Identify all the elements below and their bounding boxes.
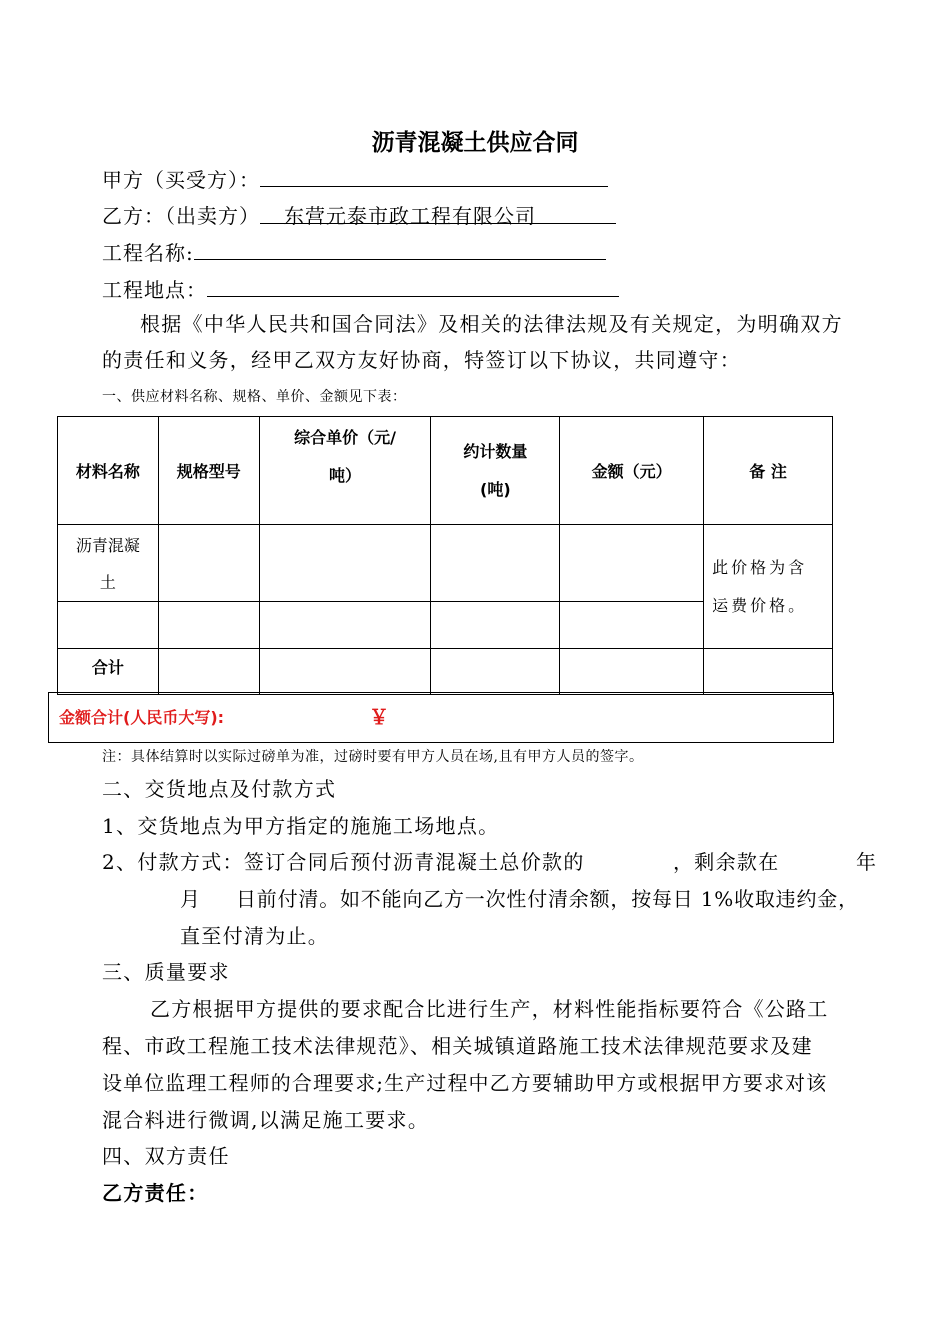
amount-total-box [48, 692, 834, 743]
party-b-line [102, 200, 616, 229]
row2-price-cell[interactable] [259, 602, 431, 649]
row1-material-cell [58, 525, 159, 602]
table-header-row [58, 417, 833, 525]
document-title: 沥青混凝土供应合同 [371, 130, 579, 156]
section-4-heading: 四、双方责任 [102, 1144, 230, 1168]
total-label-cell: 合计 [58, 649, 159, 695]
section-3-heading: 三、质量要求 [102, 960, 230, 984]
header-unit-price [259, 417, 431, 525]
amount-total-label: 金额合计(人民币大写): [59, 708, 225, 727]
party-b-label: 乙方：（出卖方） [102, 204, 260, 228]
header-quantity-line1: 约计数量 [463, 441, 528, 461]
table-row [58, 525, 833, 602]
total-remark-cell[interactable] [704, 649, 833, 695]
project-name-line [102, 237, 606, 266]
section-1-heading: 一、供应材料名称、规格、单价、金额见下表： [102, 389, 407, 405]
payment-line-1-remaining: ，剩余款在 [673, 850, 780, 874]
header-quantity-line2: (吨) [480, 479, 511, 499]
payment-line-3: 直至付清为止。 [180, 924, 330, 948]
party-b-duty-heading: 乙方责任： [102, 1181, 209, 1205]
row2-amount-cell[interactable] [560, 602, 704, 649]
quality-line-4: 混合料进行微调,以满足施工要求。 [102, 1108, 430, 1132]
section-2-heading: 二、交货地点及付款方式 [102, 777, 337, 801]
payment-line-2-month: 月 [180, 887, 202, 911]
total-price-cell[interactable] [259, 649, 431, 695]
project-location-label: 工程地点： [102, 278, 207, 302]
header-unit-price-line2: 吨） [329, 466, 362, 485]
header-remark: 备 注 [704, 417, 833, 525]
table-note: 注：具体结算时以实际过磅单为准，过磅时要有甲方人员在场,且有甲方人员的签字。 [102, 749, 644, 765]
delivery-clause: 1、交货地点为甲方指定的施施工场地点。 [102, 814, 500, 838]
header-unit-price-line1: 综合单价（元/ [294, 428, 396, 447]
party-b-value: 东营元泰市政工程有限公司 [260, 200, 616, 224]
quality-line-1: 乙方根据甲方提供的要求配合比进行生产，材料性能指标要符合《公路工 [150, 997, 829, 1021]
total-amount-cell[interactable] [560, 649, 704, 695]
project-name-label: 工程名称: [102, 241, 194, 265]
project-location-blank[interactable] [207, 276, 619, 297]
quality-line-2: 程、市政工程施工技术法律规范》、相关城镇道路施工技术法律规范要求及建 [102, 1034, 813, 1058]
intro-line-1: 根据《中华人民共和国合同法》及相关的法律法规及有关规定，为明确双方 [140, 312, 843, 336]
remark-line2: 运费价格。 [712, 595, 808, 615]
row1-spec-cell[interactable] [158, 525, 259, 602]
project-location-line [102, 274, 619, 303]
row2-spec-cell[interactable] [158, 602, 259, 649]
header-quantity [431, 417, 560, 525]
header-material-name: 材料名称 [58, 417, 159, 525]
party-a-label: 甲方（买受方）： [102, 168, 260, 192]
intro-line-2: 的责任和义务，经甲乙双方友好协商，特签订以下协议，共同遵守： [102, 348, 741, 372]
row1-price-cell[interactable] [259, 525, 431, 602]
payment-line-2: 日前付清。如不能向乙方一次性付清余额，按每日 1%收取违约金， [236, 887, 859, 911]
row1-amount-cell[interactable] [560, 525, 704, 602]
total-quantity-cell[interactable] [431, 649, 560, 695]
table-total-row [58, 649, 833, 695]
row2-quantity-cell[interactable] [431, 602, 560, 649]
remark-cell [704, 525, 833, 649]
header-spec-model: 规格型号 [158, 417, 259, 525]
row1-quantity-cell[interactable] [431, 525, 560, 602]
party-a-line [102, 164, 608, 193]
remark-line1: 此价格为含 [712, 557, 808, 577]
payment-line-1: 2、付款方式：签订合同后预付沥青混凝土总价款的 [102, 850, 585, 874]
row1-material-line1: 沥青混凝 [75, 536, 140, 555]
project-name-blank[interactable] [194, 239, 606, 260]
header-amount: 金额（元） [560, 417, 704, 525]
materials-table [57, 416, 833, 695]
payment-line-1-year: 年 [856, 850, 878, 874]
quality-line-3: 设单位监理工程师的合理要求;生产过程中乙方要辅助甲方或根据甲方要求对该 [102, 1071, 828, 1095]
party-a-blank[interactable] [260, 166, 608, 187]
row2-material-cell[interactable] [58, 602, 159, 649]
total-spec-cell[interactable] [158, 649, 259, 695]
yuan-symbol: ￥ [369, 705, 389, 729]
row1-material-line2: 土 [99, 573, 116, 592]
